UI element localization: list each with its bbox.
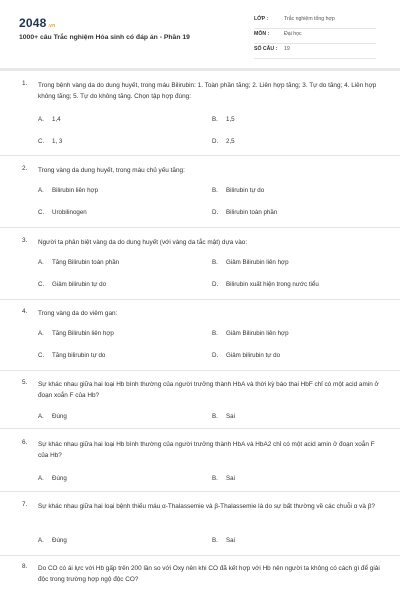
question-text: Do CO có ái lực với Hb gấp trên 200 lần so với Oxy nên khi CO đã kết hợp với Hb nên người ta không có cách gì để giải độc trong trường hợp ngộ độc CO? — [38, 565, 380, 583]
question-text: Trong bệnh vàng da do dung huyết, trong máu Bilirubin: 1. Toàn phần tăng; 2. Liên hợp tăng; 3. Tự do tăng; 4. Liên hợp không tăng; 5. Tự do không tăng. Chọn tập hợp đúng: — [38, 82, 377, 100]
option-text: Sai — [226, 475, 235, 482]
question-separator — [0, 227, 400, 228]
option-letter: B. — [212, 259, 218, 266]
question-text: Người ta phân biệt vàng da do dung huyết (với vàng da tắc mật) dựa vào: — [38, 239, 248, 246]
option-letter: A. — [38, 330, 44, 337]
option-letter: C. — [38, 352, 45, 359]
option-c[interactable] — [38, 138, 62, 145]
option-text: Đúng — [52, 537, 67, 544]
option-text: Tăng Bilirubin toàn phần — [52, 259, 120, 266]
option-text: 1,4 — [52, 116, 61, 123]
option-letter: C. — [38, 138, 45, 145]
option-a[interactable] — [38, 187, 98, 194]
option-a[interactable] — [38, 330, 114, 337]
option-text: Giảm bilirubin tự do — [226, 352, 281, 359]
question-number: 8. — [22, 563, 28, 570]
option-c[interactable] — [38, 352, 105, 359]
option-c[interactable] — [38, 209, 87, 216]
option-letter: D. — [212, 138, 219, 145]
option-letter: A. — [38, 475, 44, 482]
question-separator — [0, 155, 400, 156]
option-d[interactable] — [212, 138, 235, 145]
question-number: 5. — [22, 379, 28, 386]
option-letter: A. — [38, 537, 44, 544]
option-b[interactable] — [212, 475, 235, 482]
option-text: 1, 3 — [52, 138, 63, 145]
site-logo[interactable] — [19, 16, 55, 30]
logo-suffix: .vn — [47, 23, 56, 29]
option-b[interactable] — [212, 537, 235, 544]
option-text: Giảm bilirubin tự do — [52, 281, 107, 288]
meta-row-class — [254, 14, 376, 29]
meta-key: MÔN : — [254, 31, 270, 37]
document-title: 1000+ câu Trắc nghiệm Hóa sinh có đáp án - Phần 19 — [19, 34, 190, 41]
option-text: Giảm Bilirubin liên hợp — [226, 259, 289, 266]
option-text: Đúng — [52, 475, 67, 482]
option-text: Bilirubin tự do — [226, 187, 265, 194]
option-letter: B. — [212, 187, 218, 194]
option-text: Bilirubin liên hợp — [52, 187, 99, 194]
option-text: Đúng — [52, 413, 67, 420]
option-text: Sai — [226, 537, 235, 544]
page-header — [0, 0, 400, 68]
question-number: 7. — [22, 501, 28, 508]
option-b[interactable] — [212, 116, 235, 123]
option-letter: A. — [38, 413, 44, 420]
option-letter: B. — [212, 330, 218, 337]
question-number: 1. — [22, 80, 28, 87]
question-text: Sự khác nhau giữa hai loại bệnh thiếu máu α-Thalassemie và β-Thalassemie là do sự bất thường về các chuỗi α và β? — [38, 503, 375, 510]
option-letter: B. — [212, 413, 218, 420]
option-letter: A. — [38, 259, 44, 266]
option-text: Urobilinogen — [52, 209, 87, 216]
option-d[interactable] — [212, 281, 319, 288]
option-a[interactable] — [38, 413, 67, 420]
option-text: Bilirubin xuất hiện trong nước tiểu — [226, 281, 319, 288]
option-b[interactable] — [212, 259, 289, 266]
meta-key: LỚP : — [254, 16, 269, 22]
question-separator — [0, 555, 400, 556]
logo-text: 2048 — [19, 16, 47, 30]
option-a[interactable] — [38, 116, 61, 123]
question-text: Sự khác nhau giữa hai loại Hb bình thường của người trưởng thành HbA và HbA2 chỉ có một acid amin ở đoạn xoắn F của Hb? — [38, 441, 375, 459]
option-text: 1,5 — [226, 116, 235, 123]
meta-row-count — [254, 44, 376, 59]
option-letter: D. — [212, 281, 219, 288]
option-d[interactable] — [212, 352, 280, 359]
question-number: 6. — [22, 439, 28, 446]
option-b[interactable] — [212, 413, 235, 420]
option-letter: A. — [38, 187, 44, 194]
option-letter: A. — [38, 116, 44, 123]
header-divider — [0, 68, 400, 71]
meta-value: 19 — [284, 46, 290, 52]
option-letter: D. — [212, 352, 219, 359]
option-text: Tăng bilirubin tự do — [52, 352, 106, 359]
question-number: 4. — [22, 308, 28, 315]
meta-row-subject — [254, 29, 376, 44]
question-text: Trong vàng da dung huyết, trong máu chủ yếu tăng: — [38, 167, 185, 174]
option-letter: B. — [212, 475, 218, 482]
option-a[interactable] — [38, 259, 119, 266]
option-b[interactable] — [212, 330, 289, 337]
option-text: Tăng Bilirubin liên hợp — [52, 330, 114, 337]
option-letter: D. — [212, 209, 219, 216]
option-text: 2,5 — [226, 138, 235, 145]
question-separator — [0, 491, 400, 492]
question-number: 2. — [22, 165, 28, 172]
option-text: Sai — [226, 413, 235, 420]
option-a[interactable] — [38, 475, 67, 482]
option-b[interactable] — [212, 187, 264, 194]
question-text: Trong vàng da do viêm gan: — [38, 310, 118, 317]
option-letter: C. — [38, 281, 45, 288]
meta-key: SỐ CÂU : — [254, 46, 278, 52]
question-separator — [0, 370, 400, 371]
question-number: 3. — [22, 237, 28, 244]
question-separator — [0, 428, 400, 429]
option-d[interactable] — [212, 209, 277, 216]
question-text: Sự khác nhau giữa hai loại Hb bình thường của người trưởng thành HbA và thời kỳ bào thai HbF chỉ có một acid amin ở đoạn xoắn F của Hb? — [38, 381, 379, 399]
option-letter: B. — [212, 537, 218, 544]
meta-value: Đại học — [284, 31, 302, 37]
meta-value: Trắc nghiệm tổng hợp — [284, 16, 335, 22]
question-separator — [0, 299, 400, 300]
option-letter: B. — [212, 116, 218, 123]
option-letter: C. — [38, 209, 45, 216]
option-c[interactable] — [38, 281, 106, 288]
option-text: Giảm Bilirubin liên hợp — [226, 330, 289, 337]
option-a[interactable] — [38, 537, 67, 544]
option-text: Bilirubin toàn phần — [226, 209, 278, 216]
